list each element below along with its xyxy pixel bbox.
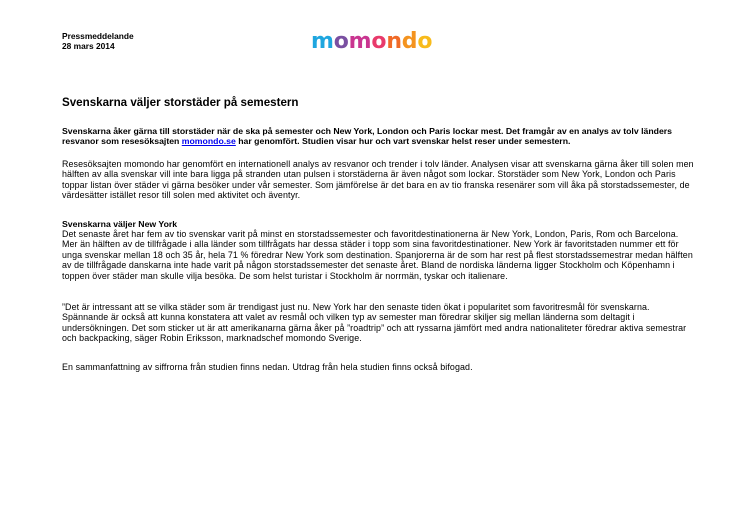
logo-letter: o <box>333 29 349 54</box>
momondo-logo <box>311 31 432 53</box>
release-date: 28 mars 2014 <box>62 41 115 51</box>
document-type-label: Pressmeddelande <box>62 31 134 41</box>
body-paragraph-new-york: Det senaste året har fem av tio svenskar varit på minst en storstadssemester och favoritdestinationerna är New York, London, Paris, Rom och Barcelona. Mer än hälften av de tillfrågade i alla länder som tillfrågats har dessa städer i topp som sina favoritdestinationer. New York är favoritstaden nummer ett för unga svenskar mellan 18 och 35 år, hela 71 % föredrar New York som destination. Spanjorerna är de som har rest på flest storstadssemestrar medan hälften av de tillfrågade danskarna inte hade varit på någon storstadssemester det senaste året. Bland de nordiska länderna ligger Stockholm och Köpenhamn i toppen över städer man skulle vilja besöka. De som helst turistar i Stockholm är norrmän, tyskar och italienare. <box>62 229 693 281</box>
body-paragraph-quote: ”Det är intressant att se vilka städer som är trendigast just nu. New York har den senaste tiden ökat i popularitet som favoritresmål för svenskarna. Spännande är också att kunna konstatera att valet av resmål och vilken typ av semester man föredrar skiljer sig mellan länderna som deltagit i undersökningen. Det som sticker ut är att amerikanarna gärna åker på ”roadtrip” och att ryssarna jämfört med andra nationaliteter föredrar aktiva semestrar och backpacking, säger Robin Eriksson, marknadschef momondo Sverige. <box>62 302 687 344</box>
intro-paragraph <box>62 126 694 147</box>
logo-letter: d <box>401 29 418 54</box>
body-paragraph-summary: En sammanfattning av siffrorna från studien finns nedan. Utdrag från hela studien finns också bifogad. <box>62 362 473 372</box>
logo-letter: m <box>348 29 372 54</box>
intro-text-before-link: Svenskarna åker gärna till storstäder när de ska på semester och New York, London och Paris lockar mest. Det framgår av en analys av tolv länders resvanor som resesöksajten <box>62 126 672 147</box>
logo-letter: m <box>311 29 334 54</box>
logo-letter: n <box>386 29 402 54</box>
body-paragraph-analysis: Resesöksajten momondo har genomfört en internationell analys av resvanor och trender i tolv länder. Analysen visar att svenskarna gärna åker till solen men hälften av alla svenskar vill inte bara ligga på stranden utan pulsen i storstäderna är även något som lockar. Storstäder som New York, London och Paris toppar listan över städer vi gärna besöker under vår semester. Som jämförelse är det bara en av tio franska resenärer som vill åka på storstadssemester, de värdesätter istället resor till solen med aktivitet och äventyr. <box>62 159 694 201</box>
logo-letter: o <box>417 29 433 54</box>
page-title: Svenskarna väljer storstäder på semestern <box>62 96 299 109</box>
section-heading: Svenskarna väljer New York <box>62 219 178 229</box>
press-release-header <box>62 31 134 51</box>
logo-letter: o <box>371 29 387 54</box>
momondo-se-link[interactable]: momondo.se <box>181 136 236 147</box>
intro-text-after-link: har genomfört. Studien visar hur och vart svenskar helst reser under semestern. <box>235 136 571 147</box>
